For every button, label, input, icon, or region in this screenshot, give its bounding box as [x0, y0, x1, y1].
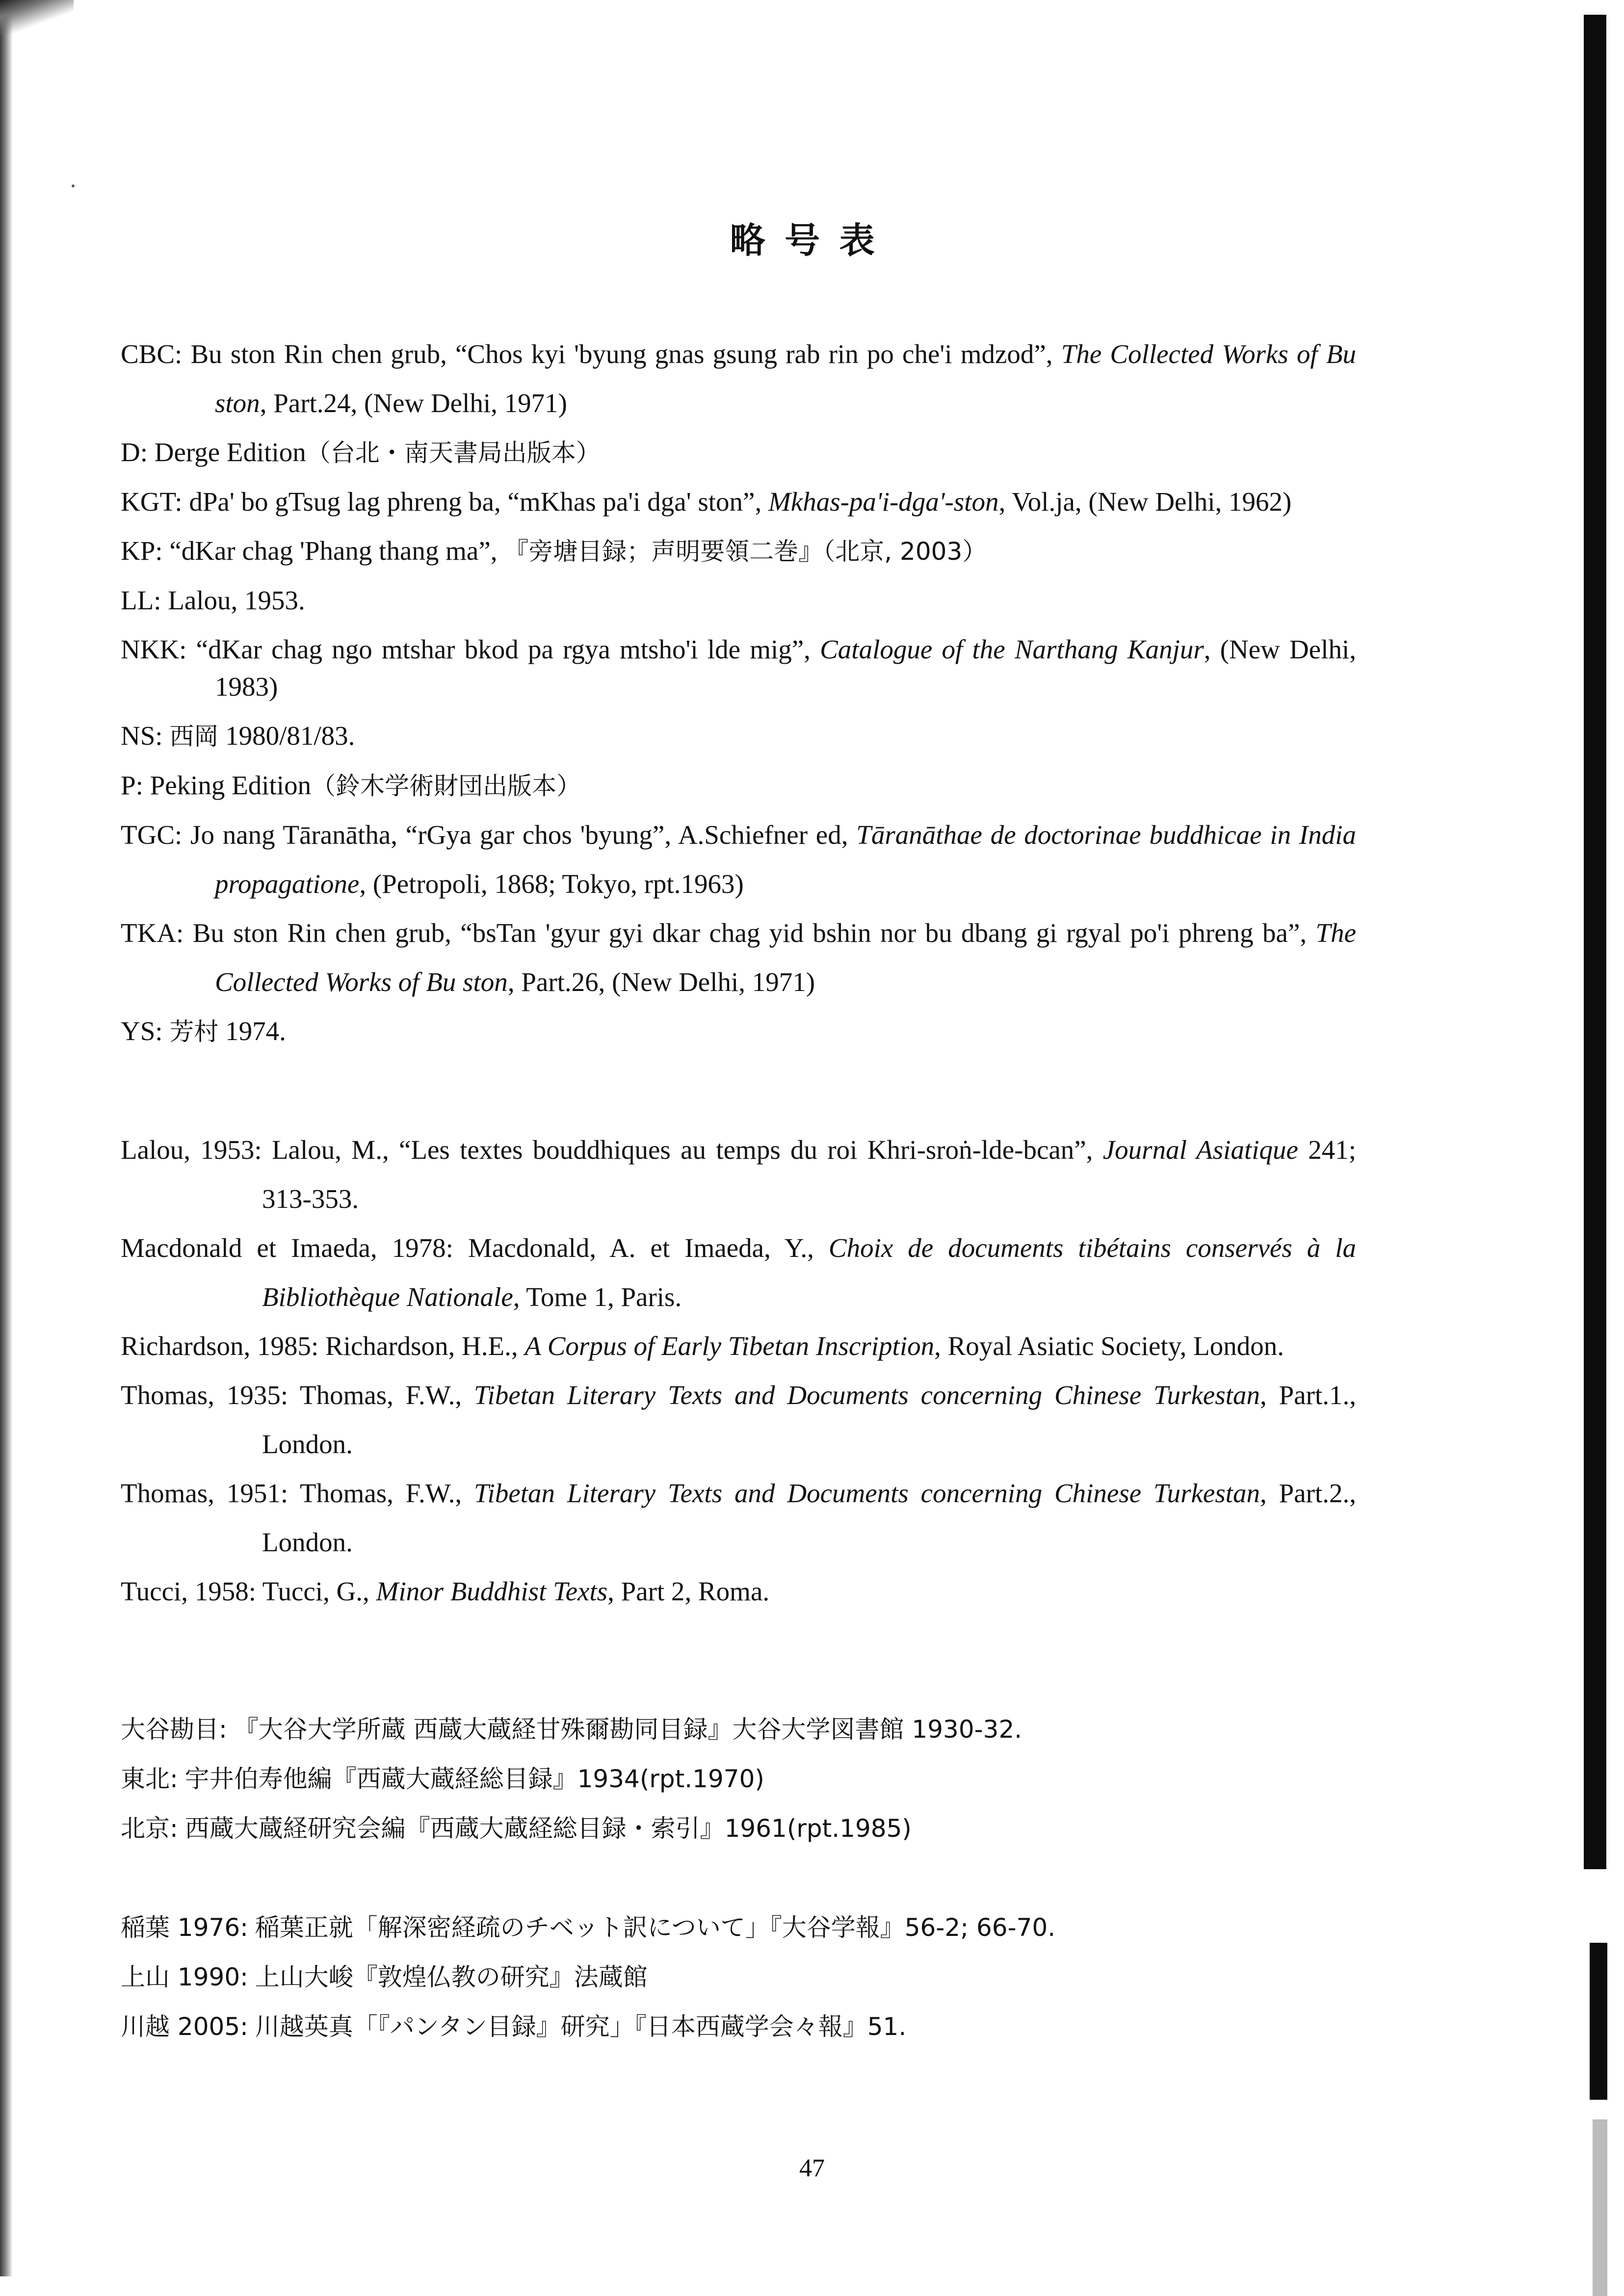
catalogue-entry: 東北: 宇井伯寿他編『西蔵大蔵経総目録』1934(rpt.1970): [121, 1765, 764, 1793]
abbreviation-entry-p: P: Peking Edition（鈴木学術財団出版本）: [121, 770, 581, 800]
scan-corner-shadow: [0, 0, 74, 59]
catalogue-list: [121, 1704, 1356, 1853]
reference-entry: Macdonald et Imaeda, 1978: Macdonald, A. et Imaeda, Y., Choix de documents tibétains conservés à la Bibliothèque Nationale, Tome 1, Paris.: [121, 1233, 1356, 1312]
catalogue-entry: 北京: 西蔵大蔵経研究会編『西蔵大蔵経総目録・索引』1961(rpt.1985): [121, 1814, 912, 1843]
reference-entry: Thomas, 1935: Thomas, F.W., Tibetan Literary Texts and Documents concerning Chinese Turkestan, Part.1., London.: [121, 1380, 1356, 1459]
abbreviation-entry-cbc: CBC: Bu ston Rin chen grub, “Chos kyi 'byung gnas gsung rab rin po che'i mdzod”, The Collected Works of Bu ston, Part.24, (New Delhi, 1971): [121, 339, 1356, 418]
reference-list: [121, 1125, 1356, 1616]
abbreviation-entry-kp: KP: “dKar chag 'Phang thang ma”, 『旁塘目録；声明要領二巻』（北京, 2003）: [121, 536, 987, 566]
japanese-reference-list: [121, 1903, 1356, 2051]
reference-entry: Tucci, 1958: Tucci, G., Minor Buddhist Texts, Part 2, Roma.: [121, 1576, 770, 1606]
scan-edge-left: [0, 10, 13, 2276]
abbreviation-entry-ys: YS: 芳村 1974.: [121, 1016, 286, 1046]
scan-edge-right: [1584, 15, 1606, 1869]
abbreviation-entry-ns: NS: 西岡 1980/81/83.: [121, 721, 355, 751]
abbreviation-entry-ll: LL: Lalou, 1953.: [121, 585, 305, 615]
scan-speck: [72, 184, 75, 187]
page-title: 略号表: [730, 220, 894, 261]
reference-entry: Richardson, 1985: Richardson, H.E., A Corpus of Early Tibetan Inscription, Royal Asiatic Society, London.: [121, 1331, 1284, 1361]
scan-edge-right-lower: [1590, 1943, 1607, 2100]
abbreviation-list: [121, 330, 1356, 1056]
abbreviation-entry-tka: TKA: Bu ston Rin chen grub, “bsTan 'gyur gyi dkar chag yid bshin nor bu dbang gi rgyal po'i phreng ba”, The Collected Works of Bu ston, Part.26, (New Delhi, 1971): [121, 918, 1356, 997]
catalogue-entry: 大谷勘目: 『大谷大学所蔵 西蔵大蔵経甘殊爾勘同目録』大谷大学図書館 1930-32.: [121, 1715, 1022, 1744]
japanese-reference-entry: 上山 1990: 上山大峻『敦煌仏教の研究』法蔵館: [121, 1963, 648, 1991]
page-number: 47: [799, 2154, 825, 2182]
abbreviation-entry-kgt: KGT: dPa' bo gTsug lag phreng ba, “mKhas pa'i dga' ston”, Mkhas-pa'i-dga'-ston, Vol.ja, (New Delhi, 1962): [121, 487, 1292, 517]
abbreviation-entry-nkk: NKK: “dKar chag ngo mtshar bkod pa rgya mtsho'i lde mig”, Catalogue of the Narthang Kanjur, (New Delhi, 1983): [121, 634, 1357, 702]
abbreviation-entry-tgc: TGC: Jo nang Tāranātha, “rGya gar chos 'byung”, A.Schiefner ed, Tāranāthae de doctorinae buddhicae in India propagatione, (Petropoli, 1868; Tokyo, rpt.1963): [121, 820, 1356, 899]
japanese-reference-entry: 稲葉 1976: 稲葉正就「解深密経疏のチベット訳について」『大谷学報』56-2; 66-70.: [121, 1913, 1056, 1942]
scan-edge-right-bottom: [1593, 2119, 1607, 2296]
abbreviation-entry-d: D: Derge Edition（台北・南天書局出版本）: [121, 437, 601, 467]
reference-entry: Lalou, 1953: Lalou, M., “Les textes bouddhiques au temps du roi Khri-sroṅ-lde-bcan”, Journal Asiatique 241; 313-353.: [121, 1135, 1357, 1214]
reference-entry: Thomas, 1951: Thomas, F.W., Tibetan Literary Texts and Documents concerning Chinese Turkestan, Part.2., London.: [121, 1478, 1356, 1557]
japanese-reference-entry: 川越 2005: 川越英真「『パンタン目録』研究」『日本西蔵学会々報』51.: [121, 2012, 907, 2041]
